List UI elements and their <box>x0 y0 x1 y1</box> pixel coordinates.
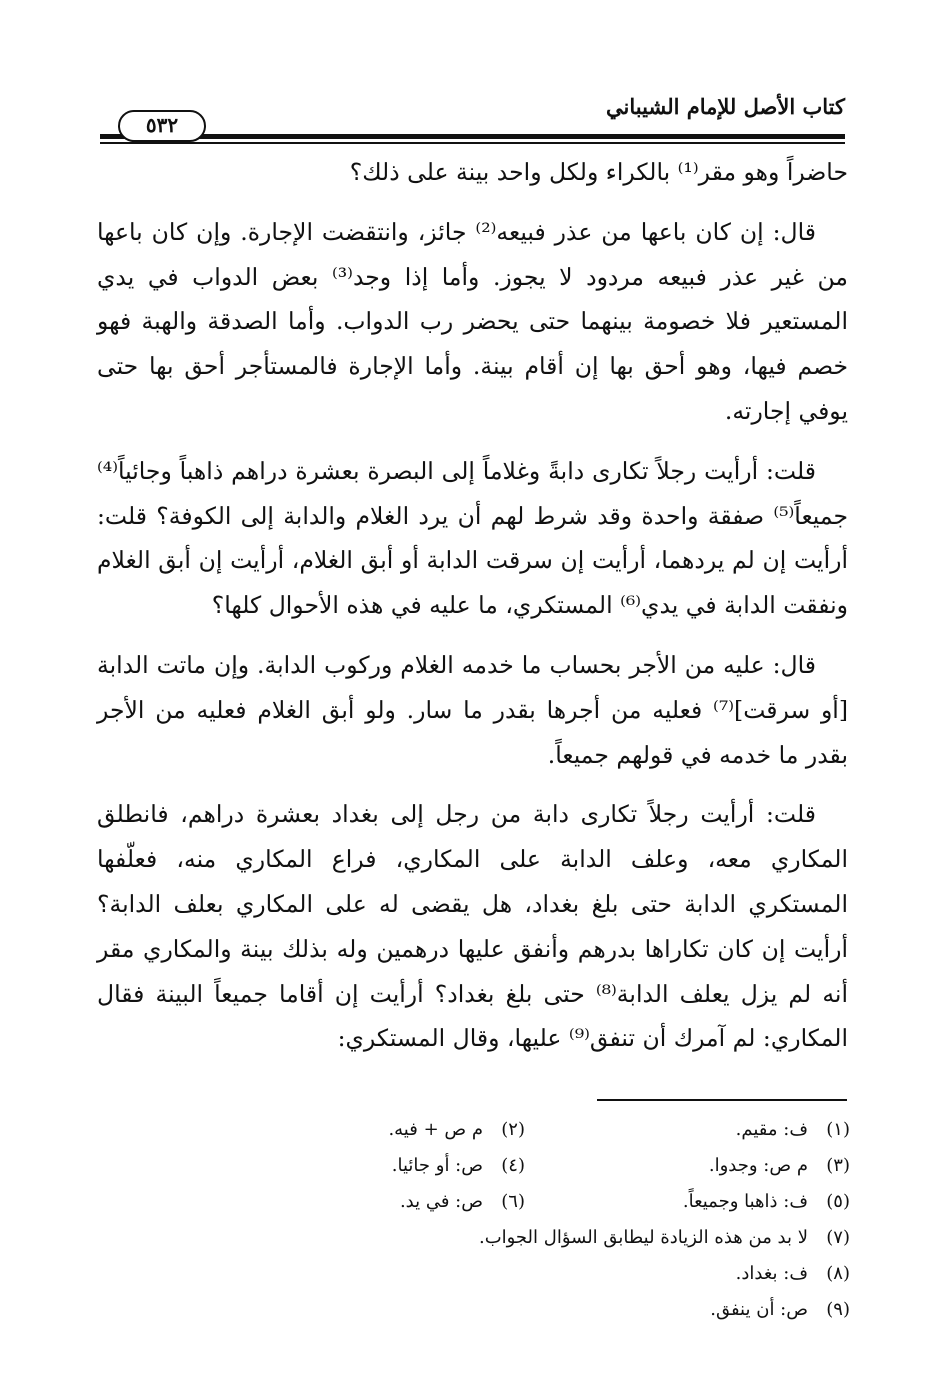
footnotes <box>200 1112 850 1328</box>
footnote-number: (٣) <box>826 1155 850 1176</box>
book-title: كتاب الأصل للإمام الشيباني <box>606 94 845 119</box>
paragraph-2: قال: إن كان باعها من عذر فبيعه⁽²⁾ جائز، وانتقضت الإجارة. وإن كان باعها من غير عذر فبيعه مردود لا يجوز. وأما إذا وجد⁽³⁾ بعض الدواب في يدي المستعير فلا خصومة بينهما حتى يحضر رب الدواب. وأما الصدقة والهبة فهو خصم فيها، وهو أحق بها إن أقام بينة. وأما الإجارة فالمستأجر أحق بها حتى يوفي إجارته. <box>97 217 848 425</box>
footnote-number: (٦) <box>501 1191 525 1212</box>
footnote-9 <box>525 1292 850 1328</box>
paragraph-1: حاضراً وهو مقر⁽¹⁾ بالكراء ولكل واحد بينة على ذلك؟ <box>349 158 848 186</box>
footnote-text: ص: أو جائيا. <box>391 1155 483 1176</box>
footnote-row <box>200 1292 850 1328</box>
footnote-row <box>200 1256 850 1292</box>
main-text <box>97 150 848 1076</box>
footnote-text: م ص: وجدوا. <box>708 1155 808 1176</box>
footnote-text: لا بد من هذه الزيادة ليطابق السؤال الجواب. <box>478 1227 808 1248</box>
footnote-text: ص: في يد. <box>399 1191 483 1212</box>
footnote-row <box>200 1220 850 1256</box>
footnote-number: (٨) <box>826 1263 850 1284</box>
footnote-number: (٧) <box>826 1227 850 1248</box>
footnote-text: ص: أن ينفق. <box>710 1299 808 1320</box>
header-rule-thick <box>100 134 845 139</box>
footnote-5 <box>525 1184 850 1220</box>
footnote-number: (٤) <box>501 1155 525 1176</box>
paragraph-3: قلت: أرأيت رجلاً تكارى دابةً وغلاماً إلى البصرة بعشرة دراهم ذاهباً وجائياً⁽⁴⁾ جميعاً⁽⁵⁾ صفقة واحدة وقد شرط لهم أن يرد الغلام والدابة إلى الكوفة؟ قلت: أرأيت إن لم يردهما، أرأيت إن سرقت الدابة أو أبق الغلام، أرأيت إن أبق الغلام ونفقت الدابة في يدي⁽⁶⁾ المستكري، ما عليه في هذه الأحوال كلها؟ <box>97 456 848 620</box>
footnote-1 <box>525 1112 850 1148</box>
footnote-separator <box>597 1099 847 1101</box>
footnote-row <box>200 1184 850 1220</box>
page-number: ٥٣٢ <box>118 110 206 142</box>
paragraph-4: قال: عليه من الأجر بحساب ما خدمه الغلام وركوب الدابة. وإن ماتت الدابة [أو سرقت]⁽⁷⁾ فعليه من أجرها بقدر ما سار. ولو أبق الغلام فعليه من الأجر بقدر ما خدمه في قولهم جميعاً. <box>97 650 848 769</box>
page-header <box>100 88 845 158</box>
footnote-text: م ص + فيه. <box>388 1119 483 1140</box>
footnote-text: ف: ذاهبا وجميعاً. <box>682 1191 808 1212</box>
footnote-2 <box>200 1112 525 1148</box>
header-rule-thin <box>100 142 845 144</box>
footnote-7 <box>200 1220 850 1256</box>
footnote-3 <box>525 1148 850 1184</box>
footnote-row <box>200 1112 850 1148</box>
footnote-number: (٢) <box>501 1119 525 1140</box>
footnote-8 <box>525 1256 850 1292</box>
paragraph-5: قلت: أرأيت رجلاً تكارى دابة من رجل إلى بغداد بعشرة دراهم، فانطلق المكاري معه، وعلف الدابة على المكاري، فراع المكاري منه، فعلّفها المستكري الدابة حتى بلغ بغداد، هل يقضى له على المكاري بعلف الدابة؟ أرأيت إن كان تكاراها بدرهم وأنفق عليها درهمين وله بذلك بينة والمكاري مقر أنه لم يزل يعلف الدابة⁽⁸⁾ حتى بلغ بغداد؟ أرأيت إن أقاما جميعاً البينة فقال المكاري: لم آمرك أن تنفق⁽⁹⁾ عليها، وقال المستكري: <box>97 800 848 1053</box>
footnote-6 <box>200 1184 525 1220</box>
footnote-number: (٥) <box>826 1191 850 1212</box>
footnote-text: ف: مقيم. <box>735 1119 808 1140</box>
footnote-row <box>200 1148 850 1184</box>
footnote-number: (٩) <box>826 1299 850 1320</box>
footnote-text: ف: بغداد. <box>735 1263 808 1284</box>
footnote-number: (١) <box>826 1119 850 1140</box>
footnote-4 <box>200 1148 525 1184</box>
